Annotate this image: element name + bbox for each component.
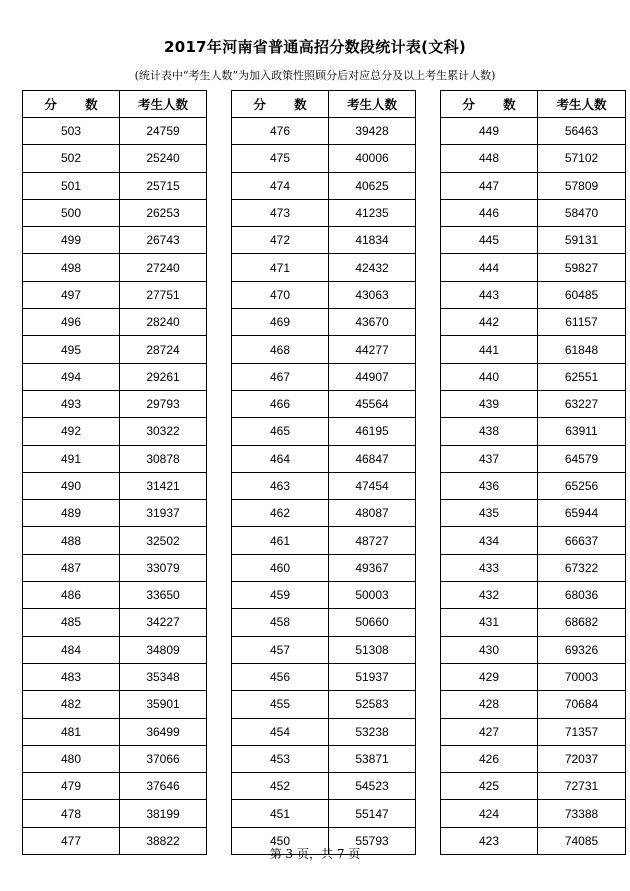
count-cell: 51308 — [329, 636, 416, 663]
score-cell: 503 — [23, 118, 120, 145]
count-cell: 29793 — [120, 390, 207, 417]
count-cell: 46847 — [329, 445, 416, 472]
score-cell: 459 — [232, 582, 329, 609]
score-cell: 489 — [23, 500, 120, 527]
count-cell: 27751 — [120, 281, 207, 308]
table-row — [23, 800, 207, 827]
header-count: 考生人数 — [538, 91, 626, 118]
score-cell: 477 — [23, 827, 120, 854]
table-row — [232, 254, 416, 281]
score-cell: 481 — [23, 718, 120, 745]
count-cell: 59827 — [538, 254, 626, 281]
score-cell: 442 — [441, 309, 538, 336]
table-row — [23, 172, 207, 199]
score-cell: 490 — [23, 472, 120, 499]
score-cell: 469 — [232, 309, 329, 336]
score-cell: 486 — [23, 582, 120, 609]
table-row — [441, 745, 626, 772]
table-row — [232, 227, 416, 254]
count-cell: 69326 — [538, 636, 626, 663]
score-cell: 447 — [441, 172, 538, 199]
count-cell: 40006 — [329, 145, 416, 172]
score-cell: 497 — [23, 281, 120, 308]
count-cell: 26253 — [120, 199, 207, 226]
score-cell: 474 — [232, 172, 329, 199]
count-cell: 33079 — [120, 554, 207, 581]
count-cell: 35901 — [120, 691, 207, 718]
count-cell: 40625 — [329, 172, 416, 199]
count-cell: 43063 — [329, 281, 416, 308]
table-row — [23, 609, 207, 636]
table-row — [232, 800, 416, 827]
score-cell: 502 — [23, 145, 120, 172]
count-cell: 41834 — [329, 227, 416, 254]
count-cell: 50003 — [329, 582, 416, 609]
count-cell: 58470 — [538, 199, 626, 226]
table-row — [441, 172, 626, 199]
table-row — [23, 336, 207, 363]
score-cell: 498 — [23, 254, 120, 281]
table-row — [232, 609, 416, 636]
count-cell: 66637 — [538, 527, 626, 554]
table-row — [232, 718, 416, 745]
table-row — [23, 554, 207, 581]
score-cell: 464 — [232, 445, 329, 472]
table-row — [23, 472, 207, 499]
count-cell: 27240 — [120, 254, 207, 281]
page-title: 2017年河南省普通高招分数段统计表(文科) — [163, 38, 467, 56]
score-cell: 454 — [232, 718, 329, 745]
score-cell: 435 — [441, 500, 538, 527]
count-cell: 31421 — [120, 472, 207, 499]
score-cell: 475 — [232, 145, 329, 172]
score-cell: 467 — [232, 363, 329, 390]
score-cell: 448 — [441, 145, 538, 172]
header-score: 分 数 — [23, 91, 120, 118]
count-cell: 54523 — [329, 773, 416, 800]
table-row — [441, 718, 626, 745]
table-row — [232, 472, 416, 499]
count-cell: 38822 — [120, 827, 207, 854]
count-cell: 25240 — [120, 145, 207, 172]
count-cell: 25715 — [120, 172, 207, 199]
count-cell: 64579 — [538, 445, 626, 472]
table-row — [441, 309, 626, 336]
count-cell: 72731 — [538, 773, 626, 800]
table-row — [232, 745, 416, 772]
table-header-row — [441, 91, 626, 118]
table-row — [441, 636, 626, 663]
count-cell: 53238 — [329, 718, 416, 745]
table-row — [23, 227, 207, 254]
table-row — [23, 145, 207, 172]
score-cell: 494 — [23, 363, 120, 390]
score-cell: 491 — [23, 445, 120, 472]
table-row — [23, 773, 207, 800]
table-row — [232, 554, 416, 581]
score-cell: 480 — [23, 745, 120, 772]
header-count: 考生人数 — [120, 91, 207, 118]
table-row — [232, 636, 416, 663]
count-cell: 48727 — [329, 527, 416, 554]
table-row — [232, 390, 416, 417]
count-cell: 28240 — [120, 309, 207, 336]
count-cell: 43670 — [329, 309, 416, 336]
count-cell: 41235 — [329, 199, 416, 226]
page-subtitle-note: (统计表中“考生人数”为加入政策性照顾分后对应总分及以上考生累计人数) — [134, 69, 496, 82]
score-cell: 445 — [441, 227, 538, 254]
count-cell: 56463 — [538, 118, 626, 145]
count-cell: 53871 — [329, 745, 416, 772]
score-cell: 476 — [232, 118, 329, 145]
table-row — [441, 472, 626, 499]
count-cell: 55793 — [329, 827, 416, 854]
score-cell: 463 — [232, 472, 329, 499]
count-cell: 70684 — [538, 691, 626, 718]
page-footer: 第 3 页，共 7 页 — [269, 847, 361, 861]
table-row — [232, 145, 416, 172]
score-cell: 495 — [23, 336, 120, 363]
table-row — [441, 418, 626, 445]
count-cell: 50660 — [329, 609, 416, 636]
table-row — [441, 663, 626, 690]
table-header-row — [232, 91, 416, 118]
score-cell: 479 — [23, 773, 120, 800]
table-row — [441, 445, 626, 472]
count-cell: 49367 — [329, 554, 416, 581]
table-row — [232, 500, 416, 527]
score-cell: 446 — [441, 199, 538, 226]
score-cell: 428 — [441, 691, 538, 718]
table-row — [441, 500, 626, 527]
count-cell: 39428 — [329, 118, 416, 145]
count-cell: 36499 — [120, 718, 207, 745]
table-row — [232, 363, 416, 390]
score-cell: 492 — [23, 418, 120, 445]
table-row — [441, 363, 626, 390]
count-cell: 59131 — [538, 227, 626, 254]
table-row — [441, 554, 626, 581]
table-row — [232, 582, 416, 609]
count-cell: 46195 — [329, 418, 416, 445]
count-cell: 30322 — [120, 418, 207, 445]
table-row — [23, 527, 207, 554]
count-cell: 44907 — [329, 363, 416, 390]
score-cell: 500 — [23, 199, 120, 226]
count-cell: 48087 — [329, 500, 416, 527]
table-row — [441, 336, 626, 363]
score-cell: 488 — [23, 527, 120, 554]
score-cell: 482 — [23, 691, 120, 718]
score-cell: 473 — [232, 199, 329, 226]
table-row — [232, 309, 416, 336]
score-cell: 441 — [441, 336, 538, 363]
table-row — [232, 281, 416, 308]
count-cell: 62551 — [538, 363, 626, 390]
table-row — [441, 390, 626, 417]
count-cell: 29261 — [120, 363, 207, 390]
table-row — [232, 773, 416, 800]
table-row — [23, 363, 207, 390]
table-row — [23, 718, 207, 745]
table-row — [441, 527, 626, 554]
count-cell: 31937 — [120, 500, 207, 527]
score-cell: 451 — [232, 800, 329, 827]
header-score: 分 数 — [232, 91, 329, 118]
table-header-row — [23, 91, 207, 118]
score-cell: 430 — [441, 636, 538, 663]
score-cell: 434 — [441, 527, 538, 554]
table-row — [441, 582, 626, 609]
count-cell: 63227 — [538, 390, 626, 417]
score-cell: 423 — [441, 827, 538, 854]
score-cell: 461 — [232, 527, 329, 554]
table-row — [441, 227, 626, 254]
table-row — [441, 118, 626, 145]
score-cell: 438 — [441, 418, 538, 445]
table-row — [23, 445, 207, 472]
count-cell: 71357 — [538, 718, 626, 745]
table-row — [441, 199, 626, 226]
score-cell: 484 — [23, 636, 120, 663]
count-cell: 55147 — [329, 800, 416, 827]
score-cell: 425 — [441, 773, 538, 800]
table-row — [441, 773, 626, 800]
score-cell: 433 — [441, 554, 538, 581]
count-cell: 38199 — [120, 800, 207, 827]
count-cell: 65944 — [538, 500, 626, 527]
count-cell: 26743 — [120, 227, 207, 254]
score-table-2 — [231, 90, 416, 855]
count-cell: 57102 — [538, 145, 626, 172]
score-cell: 499 — [23, 227, 120, 254]
count-cell: 42432 — [329, 254, 416, 281]
table-row — [232, 418, 416, 445]
count-cell: 34809 — [120, 636, 207, 663]
count-cell: 24759 — [120, 118, 207, 145]
score-cell: 443 — [441, 281, 538, 308]
score-table-3 — [440, 90, 626, 855]
count-cell: 34227 — [120, 609, 207, 636]
score-cell: 456 — [232, 663, 329, 690]
score-cell: 439 — [441, 390, 538, 417]
table-row — [232, 199, 416, 226]
header-score: 分 数 — [441, 91, 538, 118]
count-cell: 30878 — [120, 445, 207, 472]
table-row — [23, 418, 207, 445]
table-row — [232, 172, 416, 199]
score-cell: 483 — [23, 663, 120, 690]
table-row — [23, 691, 207, 718]
score-cell: 460 — [232, 554, 329, 581]
score-cell: 457 — [232, 636, 329, 663]
table-row — [23, 636, 207, 663]
count-cell: 68682 — [538, 609, 626, 636]
count-cell: 70003 — [538, 663, 626, 690]
count-cell: 65256 — [538, 472, 626, 499]
score-cell: 427 — [441, 718, 538, 745]
count-cell: 28724 — [120, 336, 207, 363]
table-row — [441, 281, 626, 308]
count-cell: 61848 — [538, 336, 626, 363]
table-row — [232, 336, 416, 363]
score-cell: 458 — [232, 609, 329, 636]
count-cell: 47454 — [329, 472, 416, 499]
table-row — [23, 254, 207, 281]
count-cell: 57809 — [538, 172, 626, 199]
count-cell: 51937 — [329, 663, 416, 690]
score-cell: 501 — [23, 172, 120, 199]
score-cell: 472 — [232, 227, 329, 254]
count-cell: 61157 — [538, 309, 626, 336]
table-row — [23, 745, 207, 772]
score-cell: 487 — [23, 554, 120, 581]
table-row — [232, 118, 416, 145]
score-cell: 424 — [441, 800, 538, 827]
table-row — [23, 390, 207, 417]
score-cell: 449 — [441, 118, 538, 145]
score-cell: 471 — [232, 254, 329, 281]
count-cell: 67322 — [538, 554, 626, 581]
table-row — [23, 582, 207, 609]
count-cell: 35348 — [120, 663, 207, 690]
count-cell: 44277 — [329, 336, 416, 363]
table-row — [441, 609, 626, 636]
table-row — [23, 281, 207, 308]
score-cell: 465 — [232, 418, 329, 445]
score-cell: 485 — [23, 609, 120, 636]
table-row — [232, 691, 416, 718]
score-cell: 462 — [232, 500, 329, 527]
score-cell: 478 — [23, 800, 120, 827]
score-cell: 470 — [232, 281, 329, 308]
score-cell: 431 — [441, 609, 538, 636]
score-cell: 466 — [232, 390, 329, 417]
table-row — [232, 527, 416, 554]
score-cell: 440 — [441, 363, 538, 390]
table-row — [232, 663, 416, 690]
count-cell: 72037 — [538, 745, 626, 772]
score-cell: 468 — [232, 336, 329, 363]
table-row — [441, 691, 626, 718]
score-cell: 493 — [23, 390, 120, 417]
score-cell: 496 — [23, 309, 120, 336]
score-cell: 437 — [441, 445, 538, 472]
count-cell: 63911 — [538, 418, 626, 445]
header-count: 考生人数 — [329, 91, 416, 118]
score-cell: 452 — [232, 773, 329, 800]
score-cell: 450 — [232, 827, 329, 854]
count-cell: 74085 — [538, 827, 626, 854]
score-cell: 453 — [232, 745, 329, 772]
score-cell: 444 — [441, 254, 538, 281]
count-cell: 37066 — [120, 745, 207, 772]
score-cell: 426 — [441, 745, 538, 772]
table-row — [23, 118, 207, 145]
count-cell: 73388 — [538, 800, 626, 827]
count-cell: 52583 — [329, 691, 416, 718]
table-row — [23, 500, 207, 527]
table-row — [23, 199, 207, 226]
table-row — [232, 445, 416, 472]
score-cell: 429 — [441, 663, 538, 690]
table-row — [23, 663, 207, 690]
score-table-1 — [22, 90, 207, 855]
count-cell: 60485 — [538, 281, 626, 308]
table-row — [441, 145, 626, 172]
table-row — [441, 254, 626, 281]
score-cell: 432 — [441, 582, 538, 609]
score-cell: 436 — [441, 472, 538, 499]
count-cell: 33650 — [120, 582, 207, 609]
count-cell: 68036 — [538, 582, 626, 609]
count-cell: 32502 — [120, 527, 207, 554]
table-row — [441, 800, 626, 827]
table-row — [23, 309, 207, 336]
count-cell: 45564 — [329, 390, 416, 417]
score-cell: 455 — [232, 691, 329, 718]
count-cell: 37646 — [120, 773, 207, 800]
